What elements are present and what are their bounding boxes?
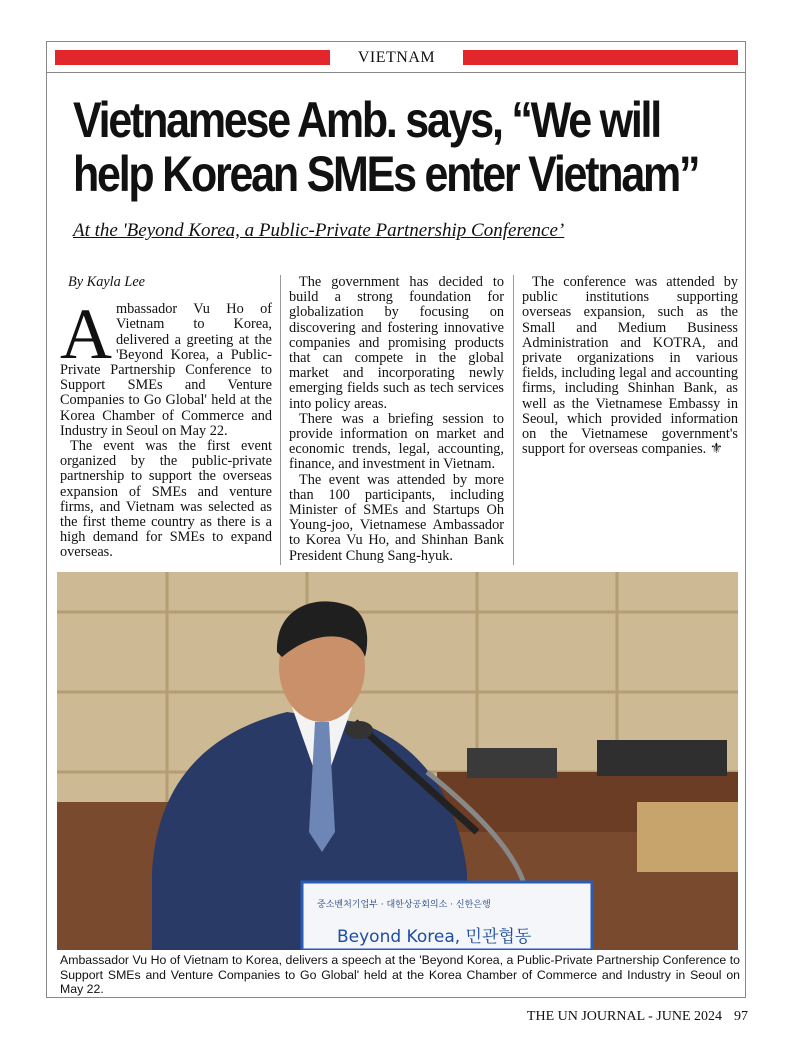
paragraph-text: The conference was attended by public institutions supporting overseas expansion, such as the Small and Medium Business Administration and KOTRA, and private organizations in various fields, including legal and accounting firms, including Shinhan Bank, as well as the Vietnamese Embassy in Seoul, which provided information on the Vietnamese government's support for overseas companies. <box>522 274 738 458</box>
headline <box>73 92 699 202</box>
article-paragraph: The event was attended by more than 100 participants, including Minister of SMEs and Startups Oh Young-joo, Vietnamese Ambassador to Korea Vu Ho, and Shinhan Bank President Chung Sang-hyuk. <box>289 471 504 564</box>
article-column-3 <box>522 275 738 457</box>
section-rule-left <box>55 50 330 65</box>
headline-line-2: help Korean SMEs enter Vietnam” <box>73 146 699 202</box>
header-divider <box>47 72 745 73</box>
page-number: 97 <box>734 1009 748 1024</box>
article-paragraph: There was a briefing session to provide information on market and economic trends, legal, accounting, finance, and investment in Vietnam. <box>289 410 504 473</box>
podium-banner: Beyond Korea, 민관협동 <box>337 927 532 947</box>
section-header <box>55 48 738 66</box>
publication-name: THE UN JOURNAL - JUNE 2024 <box>526 1009 722 1024</box>
subheadline: At the 'Beyond Korea, a Public-Private Partnership Conference’ <box>73 220 565 241</box>
section-label: VIETNAM <box>357 49 436 66</box>
column-divider-1 <box>280 275 281 565</box>
drop-cap: A <box>60 294 112 375</box>
article-column-1 <box>60 275 272 561</box>
column-divider-2 <box>513 275 514 565</box>
podium-logos: 중소벤처기업부 · 대한상공회의소 · 신한은행 <box>317 900 491 910</box>
article-column-2 <box>289 275 504 564</box>
byline: By Kayla Lee <box>68 274 146 290</box>
photo-illustration <box>57 572 738 950</box>
paragraph-text: The event was the first event organized by the public-private partnership to support the overseas expansion of SMEs and venture firms, and Vietnam was selected as the first theme country as there is a high demand for SMEs to expand overseas. <box>60 438 272 561</box>
article-photo <box>57 572 738 950</box>
end-of-article-icon: ⚜ <box>709 441 723 458</box>
article-paragraph <box>60 439 272 561</box>
article-paragraph <box>522 275 738 457</box>
photo-caption: Ambassador Vu Ho of Vietnam to Korea, delivers a speech at the 'Beyond Korea, a Public-Private Partnership Conference to Support SMEs and Venture Companies to Go Global' held at the Korea Chamber of Commerce and Industry in Seoul on May 22. <box>60 953 740 996</box>
headline-line-1: Vietnamese Amb. says, “We will <box>73 92 660 148</box>
article-paragraph <box>60 294 272 439</box>
article-paragraph: The government has decided to build a strong foundation for globalization by focusing on discovering and fostering innovative companies and promising products that can compete in the global market and incorporating newly emerging fields such as tech services into policy areas. <box>289 274 504 412</box>
page-footer <box>527 1009 748 1025</box>
section-rule-right <box>463 50 738 65</box>
paragraph-text: mbassador Vu Ho of Vietnam to Korea, delivered a greeting at the 'Beyond Korea, a Public-Private Partnership Conference to Support SMEs and Venture Companies to Go Global' held at the Korea Chamber of Commerce and Industry in Seoul on May 22. <box>60 301 272 439</box>
